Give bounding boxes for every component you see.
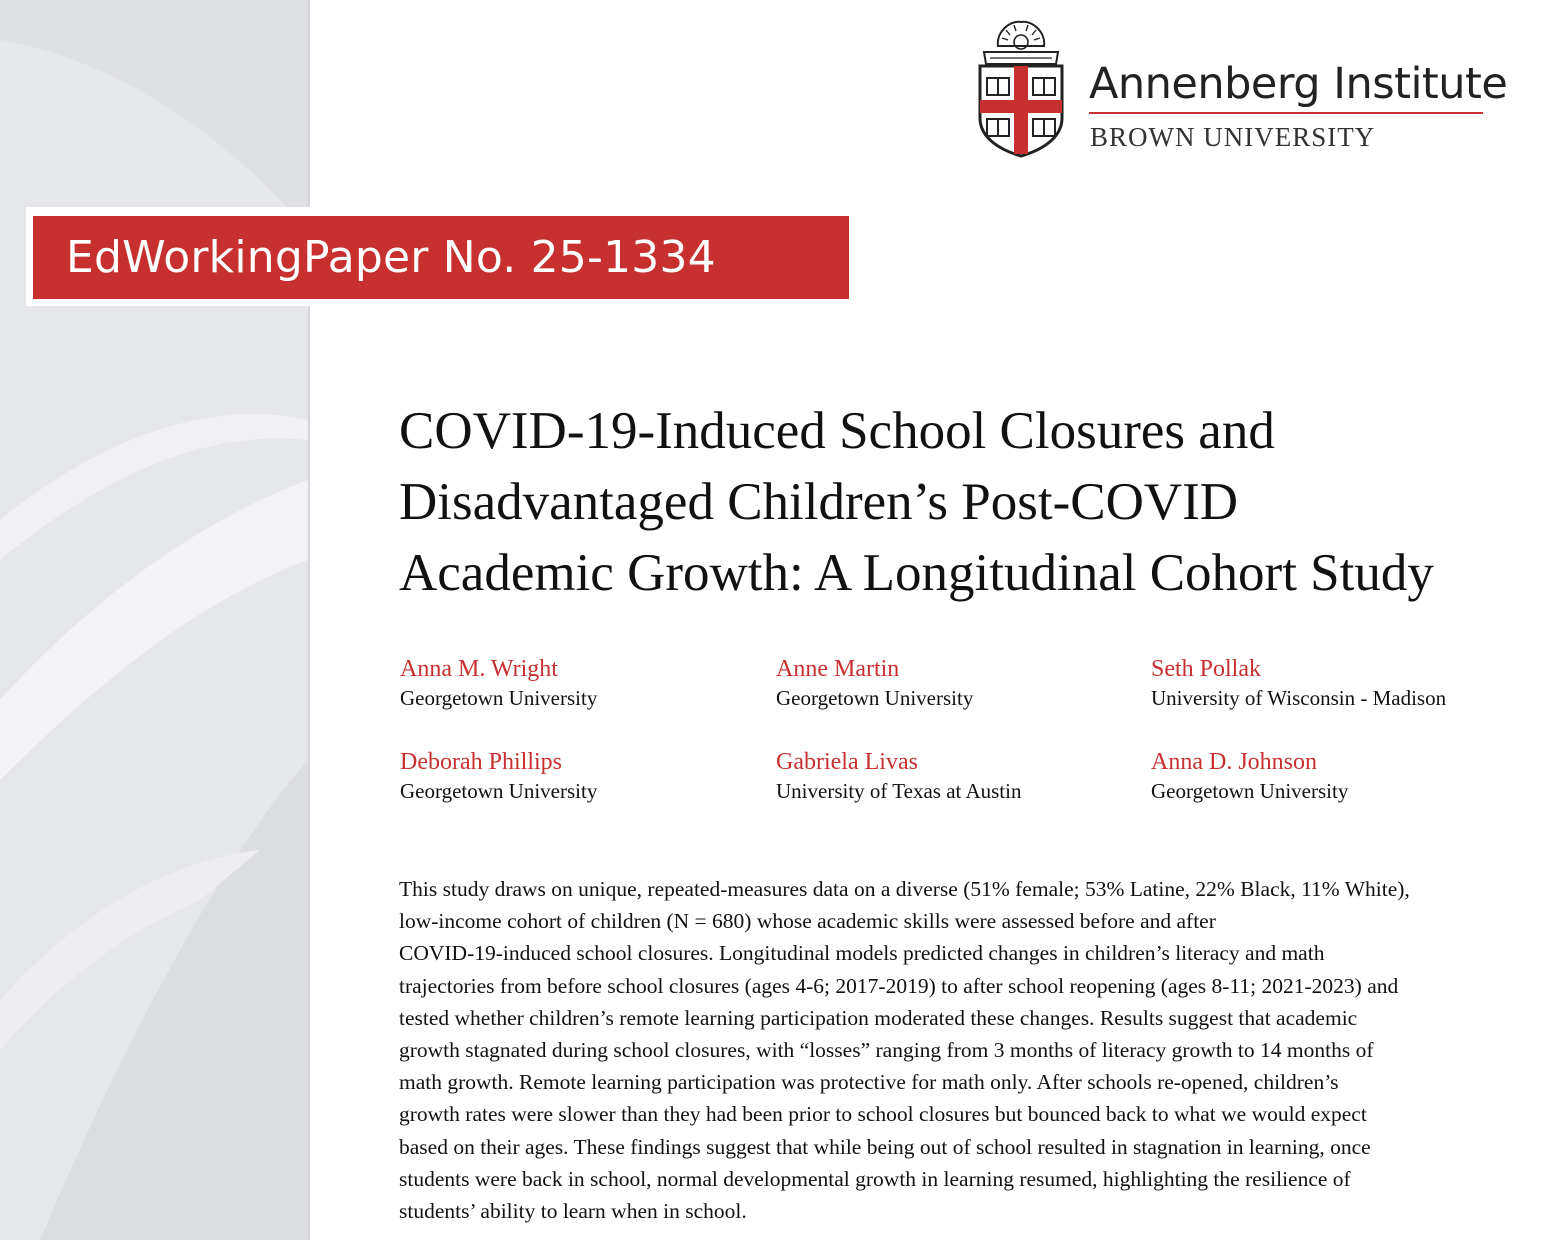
abstract-line: growth rates were slower than they had been prior to school closures but bounced back to what we would expect (399, 1102, 1367, 1127)
university-name: BROWN UNIVERSITY (1090, 122, 1376, 152)
abstract-line: based on their ages. These findings suggest that while being out of school resulted in stagnation in learning, once (399, 1134, 1371, 1159)
brown-university-shield-logo (976, 8, 1066, 158)
author-block (400, 747, 760, 805)
author-block (1151, 654, 1511, 712)
abstract-line: trajectories from before school closures (ages 4-6; 2017-2019) to after school reopening (ages 8-11; 2021-2023) and (399, 973, 1399, 998)
abstract-line: This study draws on unique, repeated-measures data on a diverse (51% female; 53% Latine, 22% Black, 11% White), (399, 877, 1410, 901)
abstract-line: growth stagnated during school closures, with “losses” ranging from 3 months of literacy growth to 14 months of (399, 1038, 1374, 1063)
author-name: Anne Martin (776, 656, 900, 682)
paper-title (399, 396, 1519, 609)
author-name: Seth Pollak (1151, 656, 1262, 682)
abstract-line: students were back in school, normal developmental growth in learning resumed, highlighting the resilience of (399, 1166, 1351, 1191)
author-block (400, 654, 760, 712)
abstract-line: math growth. Remote learning participation was protective for math only. After schools re-opened, children’s (399, 1070, 1339, 1095)
logo-divider-rule (1089, 112, 1483, 114)
author-affiliation: Georgetown University (776, 686, 974, 710)
abstract-line: students’ ability to learn when in school. (399, 1199, 747, 1224)
paper-title-line: COVID-19-Induced School Closures and (399, 402, 1275, 460)
abstract-line: tested whether children’s remote learning participation moderated these changes. Results suggest that academic (399, 1005, 1358, 1030)
author-block (776, 654, 1136, 712)
author-affiliation: University of Texas at Austin (776, 779, 1022, 803)
author-affiliation: Georgetown University (1151, 779, 1349, 803)
paper-title-line: Disadvantaged Children’s Post-COVID (399, 473, 1239, 531)
author-name: Anna M. Wright (400, 656, 558, 682)
side-decorative-panel (0, 0, 308, 1240)
author-affiliation: Georgetown University (400, 686, 598, 710)
abstract-paragraph (399, 873, 1509, 1227)
institute-name: Annenberg Institute (1089, 59, 1508, 109)
side-panel-divider (308, 0, 310, 1240)
paper-title-line: Academic Growth: A Longitudinal Cohort Study (399, 544, 1434, 602)
author-name: Deborah Phillips (400, 749, 562, 775)
author-block (776, 747, 1136, 805)
abstract-line: low-income cohort of children (N = 680) whose academic skills were assessed before and after (399, 909, 1216, 934)
working-paper-number-banner: EdWorkingPaper No. 25-1334 (33, 216, 849, 299)
author-affiliation: Georgetown University (400, 779, 598, 803)
author-block (1151, 747, 1511, 805)
author-affiliation: University of Wisconsin - Madison (1151, 686, 1447, 710)
abstract-line: COVID-19-induced school closures. Longitudinal models predicted changes in children’s literacy and math (399, 941, 1325, 966)
shield-icon (976, 8, 1066, 158)
author-name: Anna D. Johnson (1151, 749, 1317, 775)
author-name: Gabriela Livas (776, 749, 918, 775)
swoosh-graphic (0, 0, 308, 1240)
